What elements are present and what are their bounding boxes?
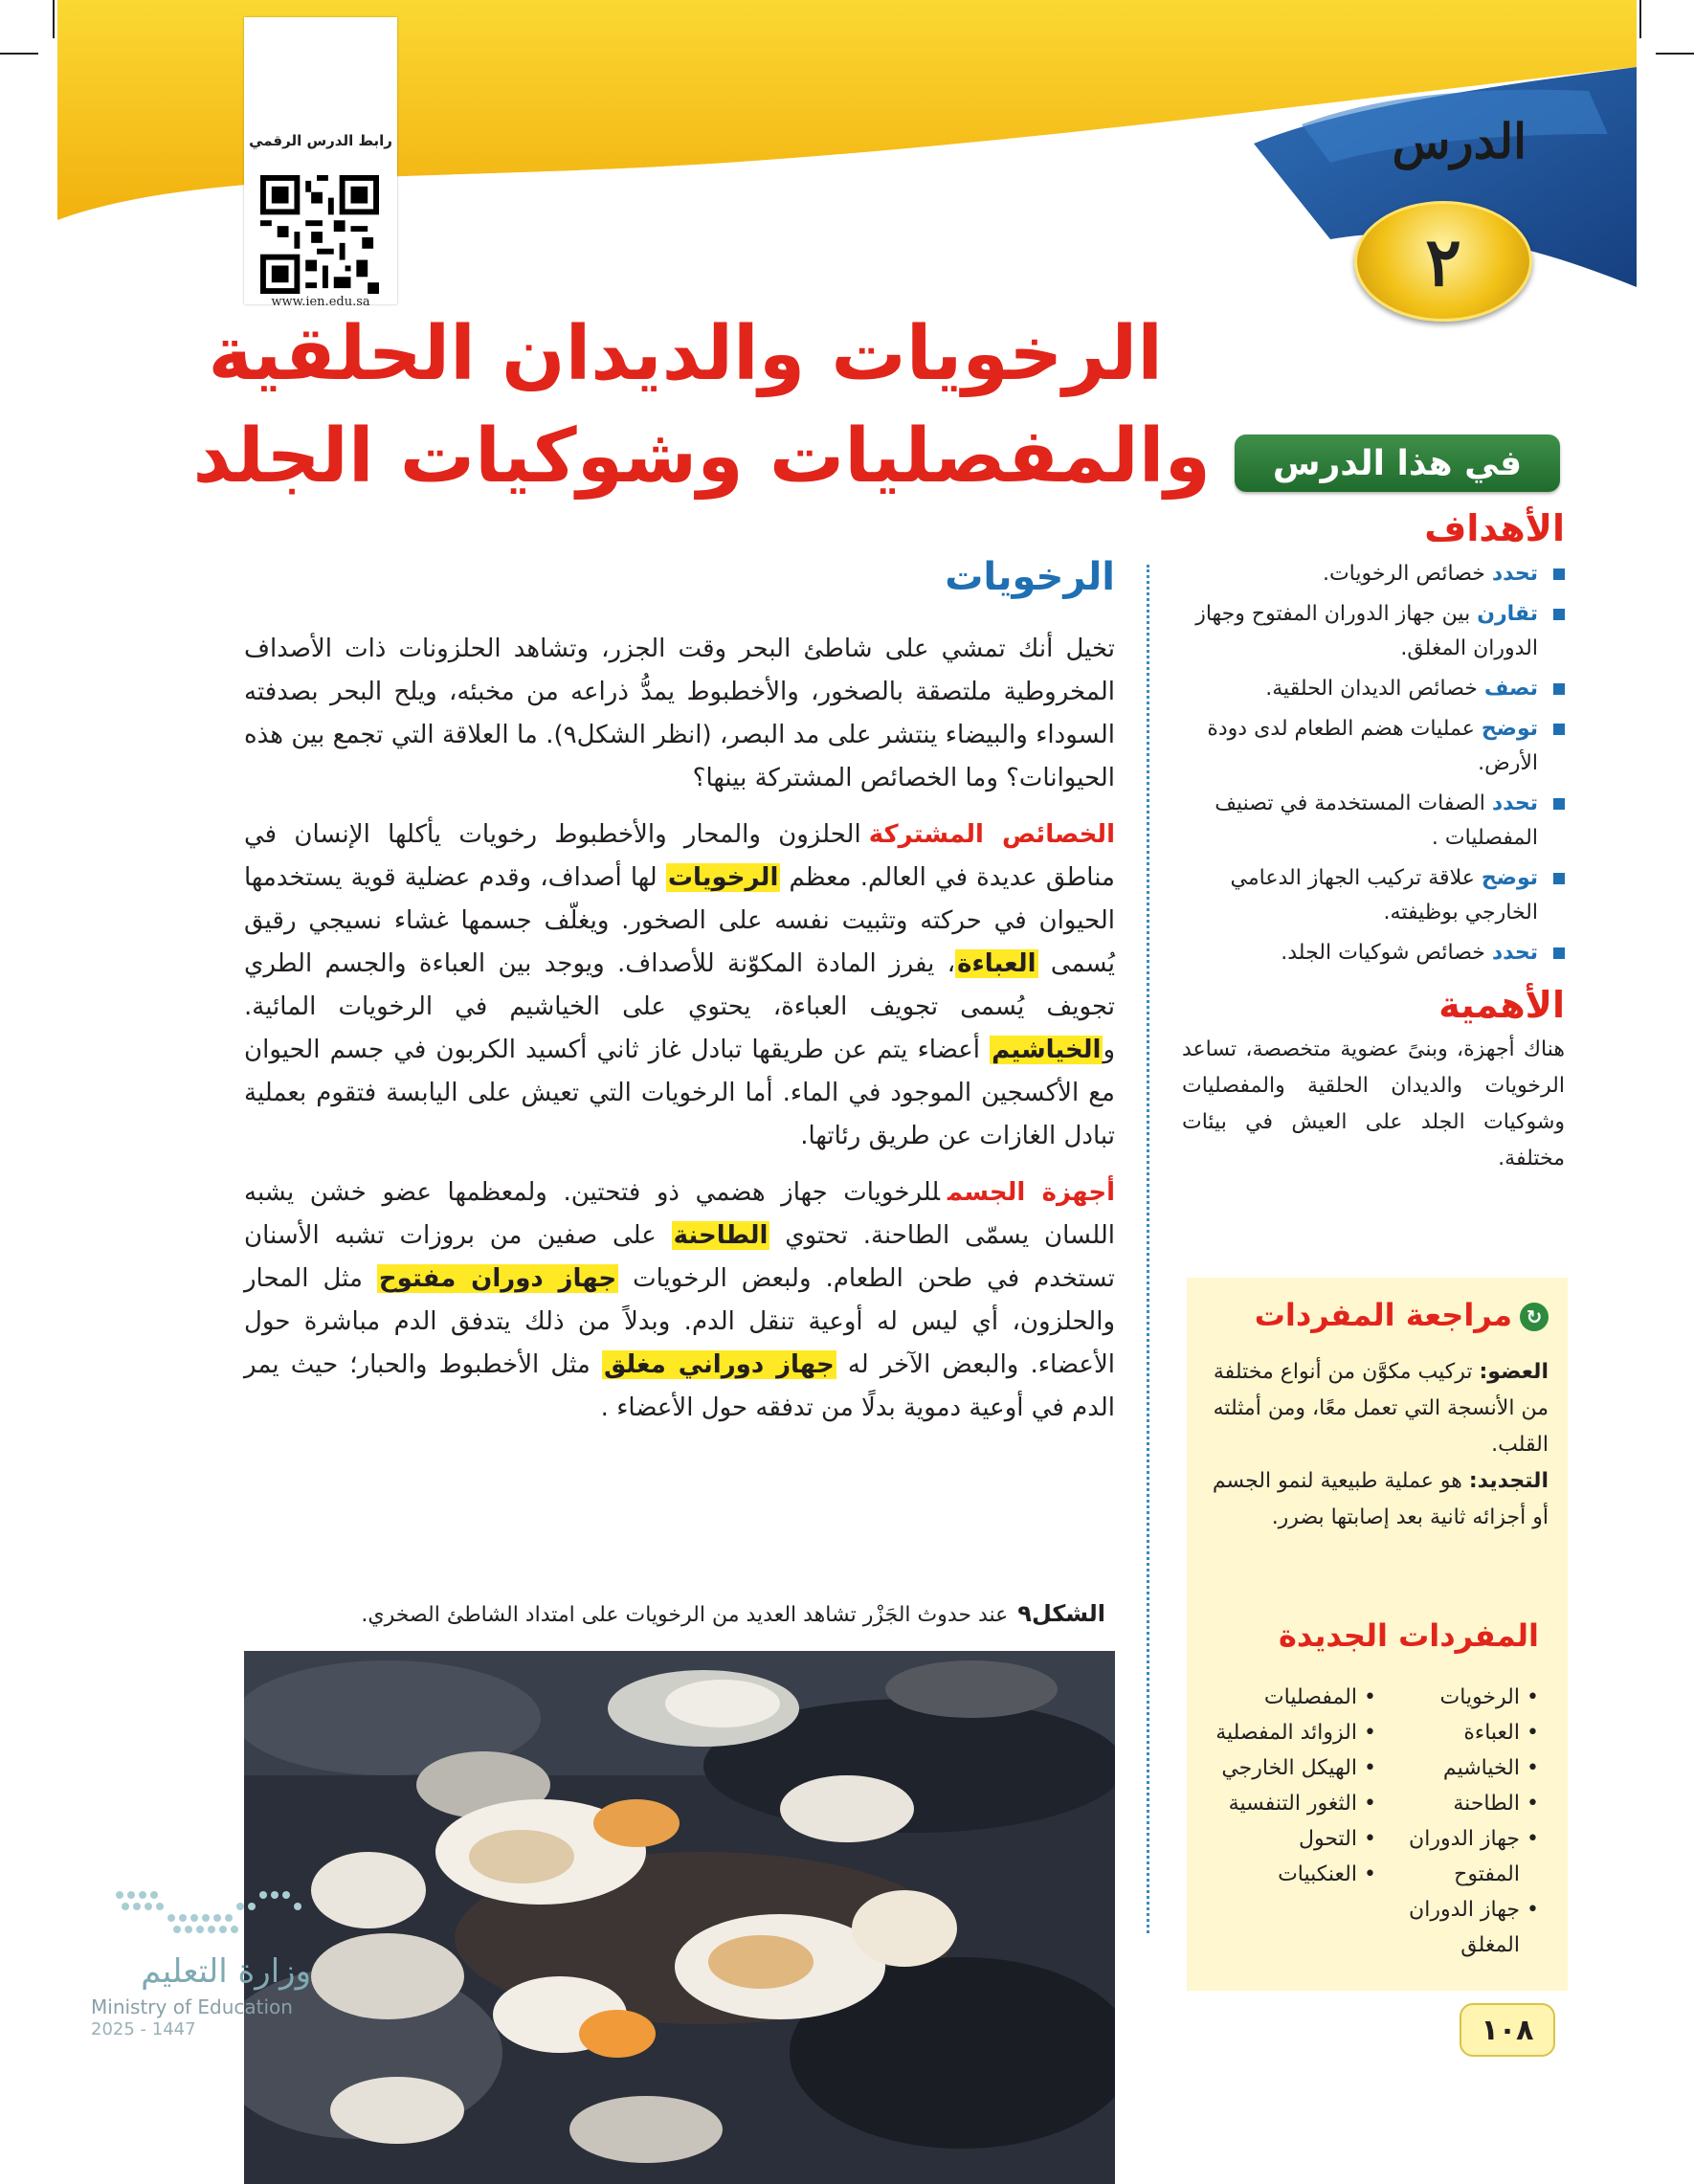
- intro-paragraph: تخيل أنك تمشي على شاطئ البحر وقت الجزر، وتشاهد الحلزونات ذات الأصداف المخروطية ملتصقة بالصخور، والأخطبوط يمدُّ ذراعه من مخبئه، ويلح البحر بصدفته السوداء والبيضاء ينتشر على مد البصر، (انظر الشكل٩). ما العلاقة التي تجمع بين هذه الحيوانات؟ وما الخصائص المشتركة بينها؟: [244, 635, 1116, 792]
- vocabulary-box: [1187, 1278, 1568, 1991]
- text-run: لها أصداف، وقدم عضلية قوية يستخدمها الحيوان في حركته وتثبيت نفسه على الصخور. ويغلّف جسمها غشاء نسيجي رقيق يُسمى: [244, 863, 1115, 978]
- highlighted-term: الطاحنة: [673, 1221, 769, 1250]
- text-run: مثل المحار والحلزون، أي ليس له أوعية تنقل الدم. وبدلاً من ذلك يتدفق الدم مباشرة حول الأعضاء. والبعض الآخر له: [244, 1264, 1116, 1379]
- goal-verb: توضح: [1481, 717, 1538, 741]
- vocab-item: • الخياشيم: [1395, 1750, 1539, 1786]
- goal-text: الصفات المستخدمة في تصنيف المفصليات .: [1215, 791, 1538, 850]
- page-number: ١٠٨: [1460, 2003, 1555, 2057]
- review-definitions: [1204, 1354, 1549, 1536]
- goal-verb: تحدد: [1491, 562, 1538, 586]
- new-vocabulary-heading: المفردات الجديدة: [1279, 1617, 1539, 1654]
- new-vocabulary-list: [1395, 1680, 1539, 1963]
- highlighted-term: جهاز دوراني مغلق: [603, 1350, 835, 1379]
- ministry-year: 2025 - 1447: [91, 2019, 196, 2039]
- goal-verb: توضح: [1481, 866, 1538, 890]
- common-features-paragraph: [244, 813, 1115, 1158]
- lesson-number-badge: [1354, 201, 1532, 322]
- ministry-name-arabic: وزارة التعليم: [141, 1952, 311, 1991]
- text-run: الحلزون والمحار والأخطبوط رخويات يأكلها الإنسان في مناطق عديدة في العالم. معظم: [244, 820, 1115, 892]
- goal-verb: تقارن: [1477, 602, 1538, 626]
- main-column: [244, 555, 1115, 1443]
- vocab-item: • العنكبيات: [1194, 1857, 1376, 1892]
- lesson-title-line-1: الرخويات والديدان الحلقية: [208, 311, 1163, 397]
- goal-item: [1182, 787, 1565, 856]
- figure-caption-text: عند حدوث الجَزْر تشاهد العديد من الرخويات على امتداد الشاطئ الصخري.: [361, 1603, 1009, 1627]
- importance-text: هناك أجهزة، وبنىً عضوية متخصصة، تساعد الرخويات والديدان الحلقية والمفصليات وشوكيات الجلد على العيش في بيئات مختلفة.: [1182, 1037, 1565, 1170]
- vocab-item: • المفصليات: [1194, 1680, 1376, 1715]
- text-run: أعضاء يتم عن طريقها تبادل غاز ثاني أكسيد الكربون في جسم الحيوان مع الأكسجين الموجود في الماء. أما الرخويات التي تعيش على اليابسة فتقوم بعملية تبادل الغازات عن طريق رئاتها.: [244, 1036, 1115, 1150]
- in-this-lesson-badge: في هذا الدرس: [1235, 435, 1560, 492]
- inline-heading: الخصائص المشتركة: [868, 820, 1115, 849]
- highlighted-term: الخياشيم: [992, 1036, 1102, 1064]
- sidebar: [1182, 507, 1565, 1177]
- vocab-item: • الهيكل الخارجي: [1194, 1750, 1376, 1786]
- text-run: مثل الأخطبوط والحبار؛ حيث يمر الدم في أوعية دموية بدلًا من تدفقه حول الأعضاء .: [244, 1350, 1115, 1422]
- importance-heading: الأهمية: [1438, 984, 1565, 1026]
- lesson-label: الدرس: [1392, 113, 1527, 169]
- goal-text: خصائص الديدان الحلقية.: [1265, 677, 1484, 701]
- lesson-number: ٢: [1425, 221, 1461, 301]
- goal-verb: تحدد: [1491, 941, 1538, 965]
- qr-card[interactable]: [244, 17, 397, 309]
- review-term: العضو:: [1479, 1360, 1549, 1384]
- goal-item: [1182, 672, 1565, 706]
- crop-mark: [1656, 53, 1694, 55]
- vocab-item: • الطاحنة: [1395, 1786, 1539, 1821]
- goal-item: [1182, 557, 1565, 591]
- review-definition: هو عملية طبيعية لنمو الجسم أو أجزائه ثانية بعد إصابتها بضرر.: [1212, 1469, 1549, 1529]
- goal-text: عمليات هضم الطعام لدى دودة الأرض.: [1207, 717, 1538, 775]
- qr-url[interactable]: www.ien.edu.sa: [271, 295, 370, 309]
- goal-text: خصائص الرخويات.: [1322, 562, 1492, 586]
- review-icon: ↻: [1520, 1303, 1549, 1331]
- vocab-item: • الزوائد المفصلية: [1194, 1715, 1376, 1750]
- vocab-item: • التحول: [1194, 1821, 1376, 1857]
- goal-text: بين جهاز الدوران المفتوح وجهاز الدوران المغلق.: [1195, 602, 1538, 660]
- goal-item: [1182, 712, 1565, 781]
- goals-heading: الأهداف: [1424, 507, 1565, 549]
- text-run: للرخويات جهاز هضمي ذو فتحتين. ولمعظمها عضو خشن يشبه اللسان يسمّى الطاحنة. تحتوي: [244, 1178, 1115, 1250]
- crop-mark: [53, 0, 55, 38]
- lesson-title-line-2: والمفصليات وشوكيات الجلد: [192, 413, 1211, 500]
- ministry-logo: [91, 1876, 311, 2039]
- section-title: الرخويات: [945, 555, 1115, 599]
- highlighted-term: العباءة: [957, 949, 1036, 978]
- vocab-item: • العباءة: [1395, 1715, 1539, 1750]
- highlighted-term: الرخويات: [667, 863, 779, 892]
- vocab-item: • جهاز الدوران المغلق: [1395, 1892, 1539, 1963]
- crop-mark: [1639, 0, 1641, 38]
- figure-caption: [244, 1600, 1105, 1627]
- inline-heading: أجهزة الجسم: [947, 1178, 1115, 1207]
- review-definition: تركيب مكوَّن من أنواع مختلفة من الأنسجة التي تعمل معًا، ومن أمثلته القلب.: [1213, 1360, 1549, 1457]
- text-run: على صفين من بروزات تشبه الأسنان تستخدم في طحن الطعام. ولبعض الرخويات: [244, 1221, 1115, 1293]
- review-term: التجديد:: [1468, 1469, 1549, 1493]
- qr-code[interactable]: [260, 175, 379, 294]
- highlighted-term: جهاز دوران مفتوح: [378, 1264, 617, 1293]
- new-vocabulary-list: [1194, 1680, 1376, 1892]
- goal-verb: تحدد: [1491, 791, 1538, 815]
- body-systems-paragraph: [244, 1171, 1115, 1430]
- shells-on-rocks-photo: [244, 1651, 1115, 2184]
- qr-label: رابط الدرس الرقمي: [249, 132, 392, 149]
- ministry-dots-icon: [110, 1876, 311, 1948]
- goal-text: خصائص شوكيات الجلد.: [1281, 941, 1492, 965]
- vocab-item: • الرخويات: [1395, 1680, 1539, 1715]
- text-run: ، يفرز المادة المكوّنة للأصداف. ويوجد بين العباءة والجسم الطري تجويف يُسمى تجويف العباءة، يحتوي على الخياشيم في الرخويات المائية. و: [244, 949, 1115, 1064]
- goal-item: [1182, 861, 1565, 930]
- goal-verb: تصف: [1483, 677, 1538, 701]
- goal-item: [1182, 936, 1565, 970]
- goal-item: [1182, 597, 1565, 666]
- goals-list: [1182, 557, 1565, 970]
- figure-label: الشكل٩: [1017, 1600, 1105, 1627]
- ministry-name-english: Ministry of Education: [91, 1995, 293, 2018]
- review-item: [1204, 1354, 1549, 1463]
- vocab-item: • جهاز الدوران المفتوح: [1395, 1821, 1539, 1892]
- vocab-item: • الثغور التنفسية: [1194, 1786, 1376, 1821]
- review-item: [1204, 1463, 1549, 1536]
- vocabulary-review-heading: [1255, 1297, 1549, 1333]
- column-divider: [1147, 565, 1149, 1933]
- crop-mark: [0, 53, 38, 55]
- review-heading-text: مراجعة المفردات: [1254, 1297, 1512, 1333]
- goal-text: علاقة تركيب الجهاز الدعامي الخارجي بوظيفته.: [1230, 866, 1538, 925]
